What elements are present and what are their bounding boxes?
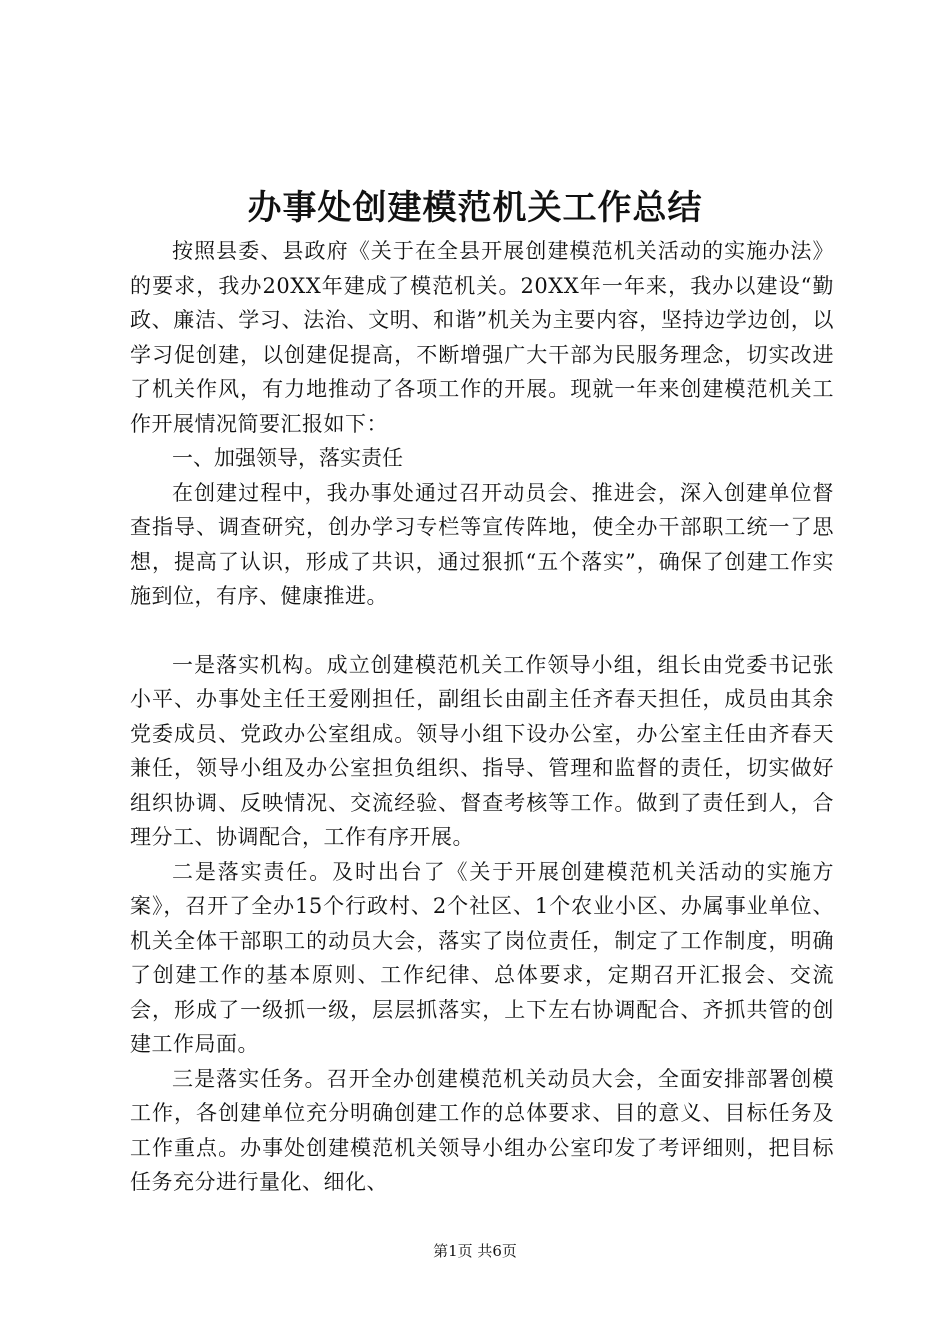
section-1-paragraph: 在创建过程中，我办事处通过召开动员会、推进会，深入创建单位督查指导、调查研究，创办学习专栏等宣传阵地，使全办干部职工统一了思想，提高了认识，形成了共识，通过狠抓“五个落实”，确保了创建工作实施到位，有序、健康推进。 [130,480,834,608]
intro-paragraph: 按照县委、县政府《关于在全县开展创建模范机关活动的实施办法》的要求，我办20XX年建成了模范机关。20XX年一年来，我办以建设“勤政、廉洁、学习、法治、文明、和谐”机关为主要内容，坚持边学边创，以学习促创建，以创建促提高，不断增强广大干部为民服务理念，切实改进了机关作风，有力地推动了各项工作的开展。现就一年来创建模范机关工作开展情况简要汇报如下： [130,239,834,436]
point-3-paragraph: 三是落实任务。召开全办创建模范机关动员大会，全面安排部署创模工作，各创建单位充分明确创建工作的总体要求、目的意义、目标任务及工作重点。办事处创建模范机关领导小组办公室印发了考评细则，把目标任务充分进行量化、细化、 [130,1066,834,1194]
document-body [130,234,834,1200]
section-heading-1: 一、加强领导，落实责任 [172,446,403,470]
point-2-paragraph: 二是落实责任。及时出台了《关于开展创建模范机关活动的实施方案》，召开了全办15个行政村、2个社区、1个农业小区、办属事业单位、机关全体干部职工的动员大会，落实了岗位责任，制定了工作制度，明确了创建工作的基本原则、工作纪律、总体要求，定期召开汇报会、交流会，形成了一级抓一级，层层抓落实，上下左右协调配合、齐抓共管的创建工作局面。 [130,859,834,1056]
page-number-footer: 第1页 共6页 [433,1242,517,1260]
document-title: 办事处创建模范机关工作总结 [247,188,703,228]
paragraph-gap [130,614,834,648]
point-1-paragraph: 一是落实机构。成立创建模范机关工作领导小组，组长由党委书记张小平、办事处主任王爱刚担任，副组长由副主任齐春天担任，成员由其余党委成员、党政办公室组成。领导小组下设办公室，办公室主任由齐春天兼任，领导小组及办公室担负组织、指导、管理和监督的责任，切实做好组织协调、反映情况、交流经验、督查考核等工作。做到了责任到人，合理分工、协调配合，工作有序开展。 [130,652,834,849]
